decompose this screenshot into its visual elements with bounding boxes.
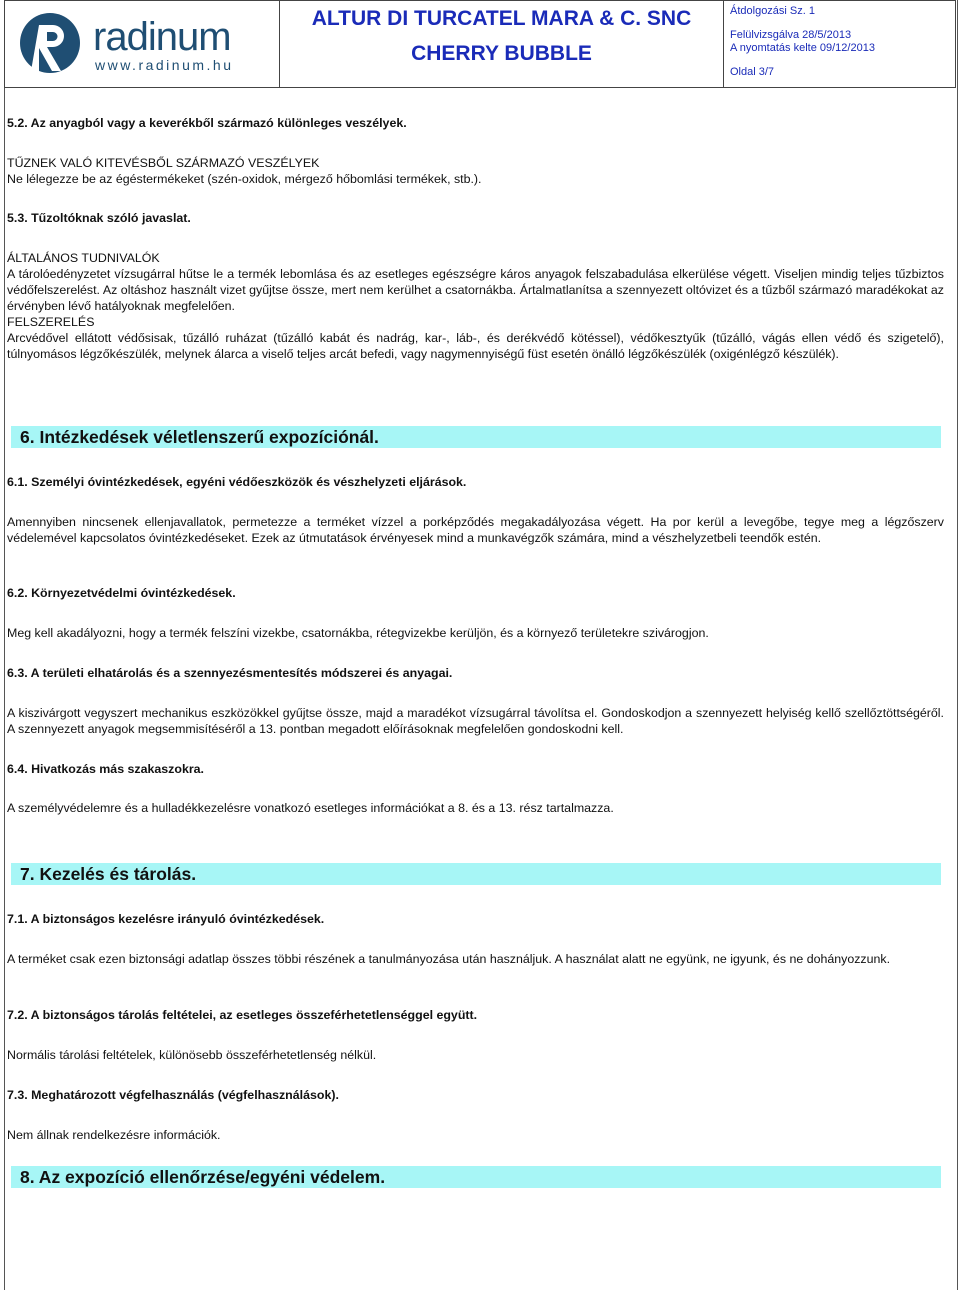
paragraph: A tárolóedényzetet vízsugárral hűtse le a termék lebomlása és az esetleges egészségre káros anyagok felszabadulása elkerülése végett. Viseljen mindig teljes tűzbiztos védőfelszerelést. Az oltáshoz használt vizet gyűjtse össze, mert nem kerülhet a csatornákba. Ártalmatlanítsa a szennyezett oltóvizet és a tűzből származó maradékokat az érvényben lévő hatályoknak megfelelően. bbox=[7, 267, 944, 313]
logo-wordmark: radinum bbox=[93, 15, 231, 59]
paragraph: TŰZNEK VALÓ KITEVÉSBŐL SZÁRMAZÓ VESZÉLYEK bbox=[7, 156, 320, 170]
subsection-heading: 7.1. A biztonságos kezelésre irányuló óvintézkedések. bbox=[7, 912, 325, 926]
paragraph: FELSZERELÉS bbox=[7, 315, 95, 329]
paragraph: Normális tárolási feltételek, különösebb összeférhetetlenség nélkül. bbox=[7, 1048, 377, 1062]
print-date: A nyomtatás kelte 09/12/2013 bbox=[730, 42, 875, 54]
section-heading-8: 8. Az expozíció ellenőrzése/egyéni védelem. bbox=[11, 1166, 941, 1188]
subsection-heading: 5.2. Az anyagból vagy a keverékből származó különleges veszélyek. bbox=[7, 116, 407, 130]
subsection-heading: 6.4. Hivatkozás más szakaszokra. bbox=[7, 762, 204, 776]
page-number: Oldal 3/7 bbox=[730, 66, 775, 78]
section-heading-6: 6. Intézkedések véletlenszerű expozíciónál. bbox=[11, 426, 941, 448]
title-cell bbox=[280, 1, 724, 87]
paragraph: Meg kell akadályozni, hogy a termék felszíni vizekbe, csatornákba, rétegvizekbe kerüljön, és a környező területekre szivárogjon. bbox=[7, 626, 709, 640]
document-header bbox=[4, 0, 956, 88]
paragraph: Nem állnak rendelkezésre információk. bbox=[7, 1128, 221, 1142]
paragraph: A terméket csak ezen biztonsági adatlap összes többi részének a tanulmányozása után használjuk. A használat alatt ne együnk, ne igyunk, és ne dohányozzunk. bbox=[7, 952, 891, 966]
company-name: ALTUR DI TURCATEL MARA & C. SNC bbox=[311, 7, 692, 30]
subsection-heading: 5.3. Tűzoltóknak szóló javaslat. bbox=[7, 211, 191, 225]
logo-cell bbox=[5, 1, 280, 87]
paragraph: Arcvédővel ellátott védősisak, tűzálló ruházat (tűzálló kabát és nadrág, kar-, láb-, és derékvédő kötéssel), védőkesztyűk (tűzálló, vágás ellen védő és szigetelő), túlnyomásos légzőkészülék, melynek álarca a viselő teljes arcát befedi, vagy nagymennyiségű füst esetén önálló légzőkészülék (oxigénlégző készülék). bbox=[7, 331, 944, 361]
subsection-heading: 7.3. Meghatározott végfelhasználás (végfelhasználások). bbox=[7, 1088, 339, 1102]
subsection-heading: 6.2. Környezetvédelmi óvintézkedések. bbox=[7, 586, 236, 600]
radinum-logo-icon bbox=[19, 11, 81, 79]
subsection-heading: 6.3. A területi elhatárolás és a szennyezésmentesítés módszerei és anyagai. bbox=[7, 666, 453, 680]
section-heading-7: 7. Kezelés és tárolás. bbox=[11, 863, 941, 885]
revised-date: Felülvizsgálva 28/5/2013 bbox=[730, 29, 852, 41]
meta-cell bbox=[724, 1, 955, 87]
logo-url: www.radinum.hu bbox=[95, 57, 234, 73]
paragraph: Ne lélegezze be az égéstermékeket (szén-oxidok, mérgező hőbomlási termékek, stb.). bbox=[7, 172, 482, 186]
subsection-heading: 7.2. A biztonságos tárolás feltételei, az esetleges összeférhetetlenséggel együtt. bbox=[7, 1008, 478, 1022]
subsection-heading: 6.1. Személyi óvintézkedések, egyéni védőeszközök és vészhelyzeti eljárások. bbox=[7, 475, 467, 489]
paragraph: ÁLTALÁNOS TUDNIVALÓK bbox=[7, 251, 160, 265]
paragraph: A személyvédelemre és a hulladékkezelésre vonatkozó esetleges információkat a 8. és a 13. rész tartalmazza. bbox=[7, 801, 614, 815]
paragraph: A kiszivárgott vegyszert mechanikus eszközökkel gyűjtse össze, majd a maradékot vízsugárral távolítsa el. Gondoskodjon a szennyezett helyiség kellő szellőztöttségéről. A szennyezett anyagok megsemmisítéséről a 13. pontban megadott előírásoknak megfelelően gondoskodni kell. bbox=[7, 706, 944, 736]
paragraph: Amennyiben nincsenek ellenjavallatok, permetezze a terméket vízzel a porképződés megakadályozása végett. Ha por kerül a levegőbe, tegye meg a légzőszerv védelemével kapcsolatos óvintézkedéseket. Ezek az útmutatások érvényesek mind a munkavégzők számára, mind a vészhelyzetbeli teendők estén. bbox=[7, 515, 944, 545]
revision-number: Átdolgozási Sz. 1 bbox=[730, 5, 815, 17]
product-name: CHERRY BUBBLE bbox=[411, 42, 592, 65]
